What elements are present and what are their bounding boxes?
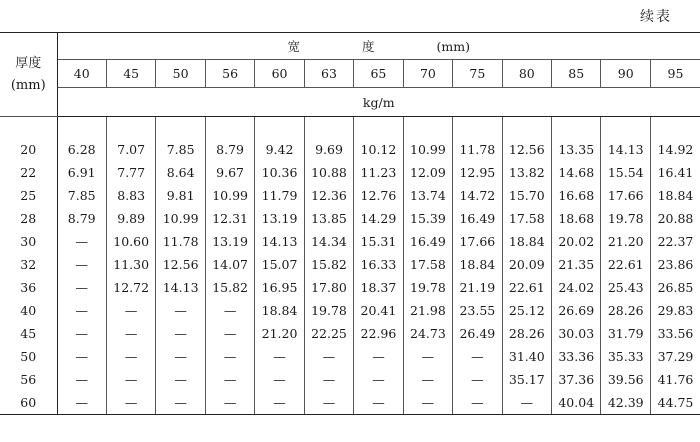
spacer-cell (304, 117, 353, 139)
weight-cell: — (57, 253, 106, 276)
weight-cell: 22.96 (354, 322, 403, 345)
table-row (0, 391, 700, 415)
width-col-header: 45 (106, 60, 155, 88)
weight-cell: 21.20 (601, 230, 650, 253)
weight-cell: 15.82 (205, 276, 254, 299)
weight-cell: 16.95 (255, 276, 304, 299)
width-col-header: 40 (57, 60, 106, 88)
table-row (0, 299, 700, 322)
weight-cell: 14.29 (354, 207, 403, 230)
weight-cell: 9.67 (205, 161, 254, 184)
weight-cell: 10.99 (205, 184, 254, 207)
weight-cell: 9.42 (255, 138, 304, 161)
weight-cell: 20.41 (354, 299, 403, 322)
weight-cell: 15.54 (601, 161, 650, 184)
thickness-cell: 56 (20, 372, 37, 387)
width-label-2: 度 (362, 39, 375, 54)
weight-cell: 14.34 (304, 230, 353, 253)
thickness-cell: 40 (20, 303, 37, 318)
weight-cell: 18.84 (453, 253, 502, 276)
weight-table (0, 32, 700, 415)
weight-cell: 19.78 (403, 276, 452, 299)
weight-cell: 22.61 (502, 276, 551, 299)
table-row (0, 230, 700, 253)
spacer-cell (354, 117, 403, 139)
weight-cell: 19.78 (304, 299, 353, 322)
weight-cell: 13.19 (255, 207, 304, 230)
weight-cell: — (453, 391, 502, 415)
weight-cell: 41.76 (650, 368, 700, 391)
weight-cell: 19.78 (601, 207, 650, 230)
weight-cell: 42.39 (601, 391, 650, 415)
weight-cell: 17.66 (453, 230, 502, 253)
weight-cell: 7.07 (106, 138, 155, 161)
weight-cell: 15.39 (403, 207, 452, 230)
weight-cell: 10.99 (156, 207, 205, 230)
weight-cell: 16.41 (650, 161, 700, 184)
weight-cell: 16.68 (552, 184, 601, 207)
weight-cell: 8.83 (106, 184, 155, 207)
weight-cell: 20.09 (502, 253, 551, 276)
weight-cell: 30.03 (552, 322, 601, 345)
weight-cell: 8.79 (205, 138, 254, 161)
weight-cell: — (255, 391, 304, 415)
weight-cell: 24.02 (552, 276, 601, 299)
spacer-cell (601, 117, 650, 139)
weight-cell: 40.04 (552, 391, 601, 415)
width-col-header: 63 (304, 60, 353, 88)
spacer-cell (403, 117, 452, 139)
weight-cell: 10.12 (354, 138, 403, 161)
weight-cell: 22.37 (650, 230, 700, 253)
weight-cell: 18.84 (502, 230, 551, 253)
weight-cell: 25.12 (502, 299, 551, 322)
weight-cell: 23.86 (650, 253, 700, 276)
weight-cell: 35.17 (502, 368, 551, 391)
spacer-cell (0, 117, 57, 139)
weight-cell: 37.29 (650, 345, 700, 368)
weight-cell: 7.85 (156, 138, 205, 161)
weight-cell: 21.35 (552, 253, 601, 276)
weight-cell: 25.43 (601, 276, 650, 299)
weight-cell: 15.31 (354, 230, 403, 253)
weight-cell: 10.36 (255, 161, 304, 184)
continued-label: 续表 (640, 9, 672, 25)
weight-cell: — (156, 322, 205, 345)
unit-row (0, 88, 700, 117)
weight-cell: — (502, 391, 551, 415)
weight-cell: — (403, 345, 452, 368)
weight-cell: 26.69 (552, 299, 601, 322)
thickness-label: 厚度 (15, 55, 42, 71)
weight-cell: 21.98 (403, 299, 452, 322)
width-col-header: 70 (403, 60, 452, 88)
spacer-cell (453, 117, 502, 139)
weight-cell: — (354, 368, 403, 391)
weight-cell: — (205, 299, 254, 322)
weight-cell: 17.58 (403, 253, 452, 276)
weight-cell: 17.66 (601, 184, 650, 207)
weight-cell: 10.60 (106, 230, 155, 253)
weight-cell: — (453, 368, 502, 391)
weight-cell: 9.69 (304, 138, 353, 161)
spacer-cell (106, 117, 155, 139)
weight-cell: 31.79 (601, 322, 650, 345)
table-row (0, 207, 700, 230)
weight-cell: — (255, 368, 304, 391)
spacer-row (0, 117, 700, 139)
thickness-header (0, 33, 57, 117)
spacer-cell (156, 117, 205, 139)
weight-cell: 15.70 (502, 184, 551, 207)
weight-cell: 7.85 (57, 184, 106, 207)
weight-cell: 8.64 (156, 161, 205, 184)
weight-cell: — (304, 391, 353, 415)
weight-cell: 14.13 (601, 138, 650, 161)
thickness-cell: 45 (20, 326, 37, 341)
weight-cell: 23.55 (453, 299, 502, 322)
weight-cell: 13.74 (403, 184, 452, 207)
width-col-header: 90 (601, 60, 650, 88)
weight-cell: 9.81 (156, 184, 205, 207)
weight-cell: 44.75 (650, 391, 700, 415)
width-col-header: 80 (502, 60, 551, 88)
width-unit: (mm) (436, 39, 470, 54)
table-row (0, 253, 700, 276)
weight-cell: — (57, 230, 106, 253)
spacer-cell (205, 117, 254, 139)
weight-cell: 18.37 (354, 276, 403, 299)
table-row (0, 345, 700, 368)
table-row (0, 276, 700, 299)
weight-cell: 12.56 (156, 253, 205, 276)
weight-cell: 12.36 (304, 184, 353, 207)
weight-cell: — (304, 368, 353, 391)
weight-cell: 7.77 (106, 161, 155, 184)
weight-cell: 6.91 (57, 161, 106, 184)
weight-cell: — (57, 276, 106, 299)
weight-cell: 13.82 (502, 161, 551, 184)
weight-cell: — (57, 368, 106, 391)
weight-cell: — (57, 345, 106, 368)
weight-cell: 28.26 (502, 322, 551, 345)
thickness-cell: 36 (20, 280, 37, 295)
weight-cell: 12.31 (205, 207, 254, 230)
width-col-header: 95 (650, 60, 700, 88)
thickness-cell: 25 (20, 188, 37, 203)
weight-cell: 21.20 (255, 322, 304, 345)
weight-cell: — (106, 299, 155, 322)
weight-cell: 11.78 (453, 138, 502, 161)
weight-cell: 28.26 (601, 299, 650, 322)
weight-cell: 11.30 (106, 253, 155, 276)
weight-cell: — (106, 391, 155, 415)
weight-cell: 6.28 (57, 138, 106, 161)
header-row-width (0, 33, 700, 60)
thickness-cell: 60 (0, 391, 57, 415)
weight-cell: — (156, 368, 205, 391)
unit-label: kg/m (57, 88, 700, 117)
weight-cell: — (403, 391, 452, 415)
weight-cell: 39.56 (601, 368, 650, 391)
thickness-cell: 28 (20, 211, 37, 226)
weight-cell: 12.76 (354, 184, 403, 207)
weight-cell: 16.49 (403, 230, 452, 253)
weight-cell: — (106, 368, 155, 391)
weight-cell: 37.36 (552, 368, 601, 391)
weight-cell: 13.85 (304, 207, 353, 230)
weight-cell: — (205, 345, 254, 368)
weight-cell: 20.88 (650, 207, 700, 230)
weight-cell: 20.02 (552, 230, 601, 253)
weight-cell: 11.23 (354, 161, 403, 184)
weight-cell: 10.88 (304, 161, 353, 184)
spacer-cell (255, 117, 304, 139)
weight-cell: 29.83 (650, 299, 700, 322)
weight-cell: 22.25 (304, 322, 353, 345)
table-row (0, 368, 700, 391)
thickness-cell: 50 (20, 349, 37, 364)
weight-cell: 17.58 (502, 207, 551, 230)
weight-cell: — (304, 345, 353, 368)
weight-cell: 24.73 (403, 322, 452, 345)
weight-cell: — (205, 391, 254, 415)
weight-cell: 21.19 (453, 276, 502, 299)
weight-cell: — (255, 345, 304, 368)
spacer-cell (650, 117, 700, 139)
table-row (0, 161, 700, 184)
weight-cell: 15.07 (255, 253, 304, 276)
weight-cell: 11.78 (156, 230, 205, 253)
thickness-cell: 20 (20, 142, 37, 157)
weight-cell: 16.49 (453, 207, 502, 230)
weight-cell: 12.72 (106, 276, 155, 299)
weight-cell: 33.56 (650, 322, 700, 345)
weight-cell: — (106, 322, 155, 345)
weight-cell: 18.68 (552, 207, 601, 230)
weight-cell: 14.68 (552, 161, 601, 184)
weight-cell: 8.79 (57, 207, 106, 230)
table-row (0, 322, 700, 345)
weight-cell: — (156, 299, 205, 322)
width-col-header: 60 (255, 60, 304, 88)
weight-cell: — (106, 345, 155, 368)
spacer-cell (552, 117, 601, 139)
weight-cell: — (453, 345, 502, 368)
weight-cell: 12.56 (502, 138, 551, 161)
weight-cell: 11.79 (255, 184, 304, 207)
weight-cell: 15.82 (304, 253, 353, 276)
weight-cell: — (57, 322, 106, 345)
weight-cell: — (156, 391, 205, 415)
weight-cell: 13.19 (205, 230, 254, 253)
weight-cell: 16.33 (354, 253, 403, 276)
weight-cell: — (57, 299, 106, 322)
weight-cell: — (156, 345, 205, 368)
table-row (0, 138, 700, 161)
weight-cell: 31.40 (502, 345, 551, 368)
weight-cell: 10.99 (403, 138, 452, 161)
weight-cell: — (354, 345, 403, 368)
weight-cell: 9.89 (106, 207, 155, 230)
weight-cell: — (205, 368, 254, 391)
spacer-cell (502, 117, 551, 139)
weight-cell: 12.95 (453, 161, 502, 184)
thickness-cell: 32 (20, 257, 37, 272)
width-values-row (0, 60, 700, 88)
weight-cell: 14.07 (205, 253, 254, 276)
spacer-cell (57, 117, 106, 139)
weight-cell: 14.72 (453, 184, 502, 207)
thickness-unit: (mm) (10, 77, 46, 93)
width-header (57, 33, 700, 60)
width-col-header: 56 (205, 60, 254, 88)
weight-cell: 18.84 (255, 299, 304, 322)
weight-cell: 26.49 (453, 322, 502, 345)
weight-cell: 18.84 (650, 184, 700, 207)
weight-cell: 12.09 (403, 161, 452, 184)
weight-cell: 33.36 (552, 345, 601, 368)
weight-cell: 14.13 (255, 230, 304, 253)
weight-cell: — (57, 391, 106, 415)
weight-cell: — (403, 368, 452, 391)
weight-cell: — (354, 391, 403, 415)
width-col-header: 50 (156, 60, 205, 88)
thickness-cell: 30 (20, 234, 37, 249)
width-col-header: 85 (552, 60, 601, 88)
weight-cell: 14.13 (156, 276, 205, 299)
width-col-header: 65 (354, 60, 403, 88)
weight-cell: 35.33 (601, 345, 650, 368)
width-col-header: 75 (453, 60, 502, 88)
weight-cell: 17.80 (304, 276, 353, 299)
weight-cell: 14.92 (650, 138, 700, 161)
weight-cell: 26.85 (650, 276, 700, 299)
width-label-1: 宽 (287, 39, 301, 54)
weight-cell: 13.35 (552, 138, 601, 161)
weight-cell: 22.61 (601, 253, 650, 276)
weight-cell: — (205, 322, 254, 345)
thickness-cell: 22 (20, 165, 37, 180)
table-row (0, 184, 700, 207)
